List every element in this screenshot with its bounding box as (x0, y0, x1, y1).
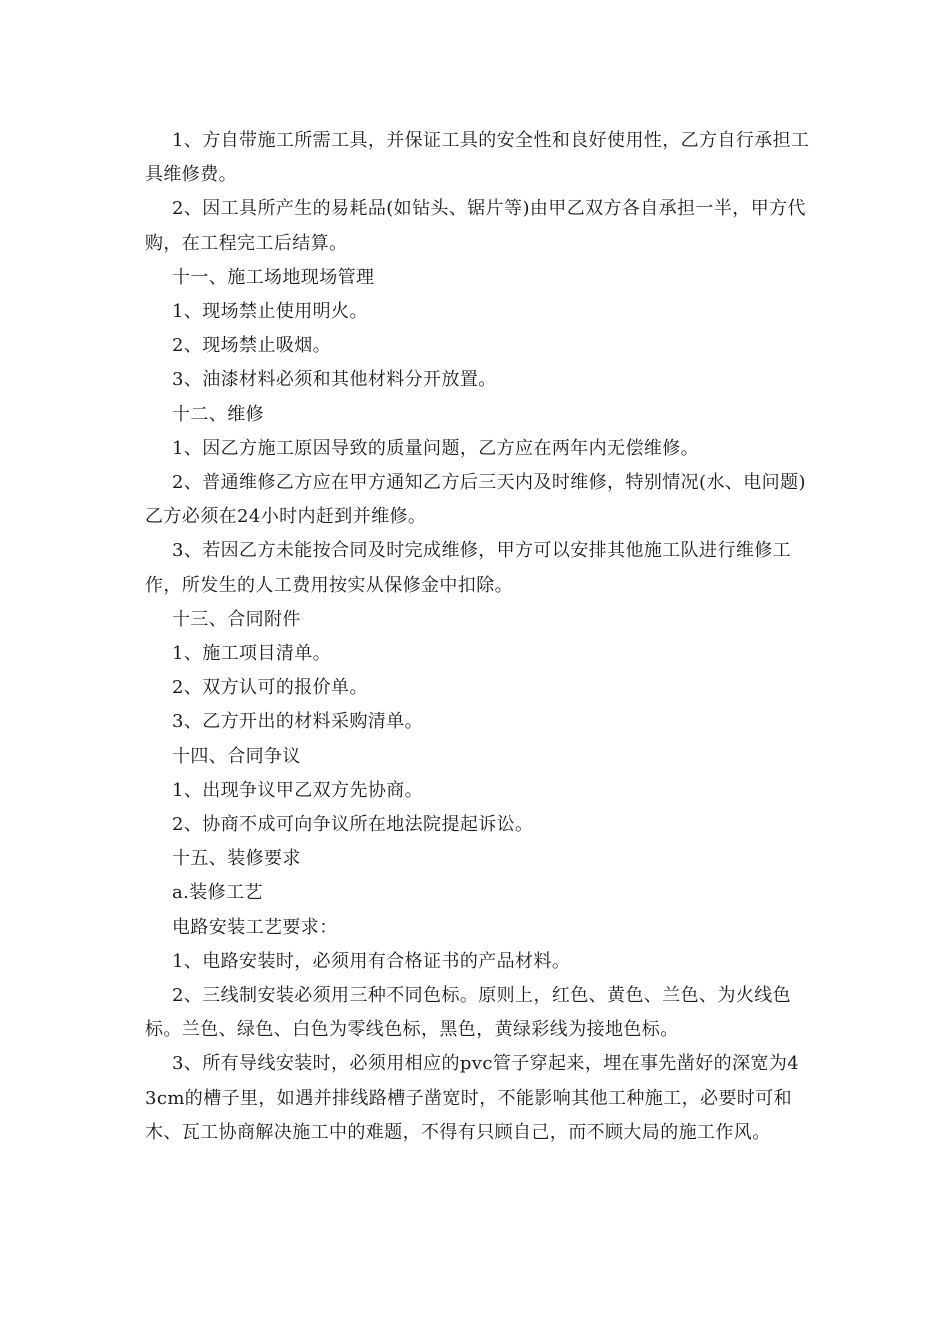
paragraph-no-open-flame: 1、现场禁止使用明火。 (172, 301, 368, 323)
subheading-electrical: 电路安装工艺要求： (172, 916, 338, 938)
paragraph-consumables: 2、因工具所产生的易耗品(如钻头、锯片等)由甲乙双方各自承担一半，甲方代购，在工程完工后结算。 (145, 198, 806, 254)
paragraph-repair-timing: 2、普通维修乙方应在甲方通知乙方后三天内及时维修，特别情况(水、电问题)乙方必须在24小时内赶到并维修。 (145, 472, 806, 528)
section-heading-maintenance: 十二、维修 (172, 403, 264, 425)
paragraph-color-codes: 2、三线制安装必须用三种不同色标。原则上，红色、黄色、兰色、为火线色标。兰色、绿色、白色为零线色标，黑色，黄绿彩线为接地色标。 (145, 985, 792, 1041)
paragraph-paint-storage: 3、油漆材料必须和其他材料分开放置。 (172, 369, 497, 391)
section-heading-site-management: 十一、施工场地现场管理 (172, 266, 375, 288)
paragraph-conduit-install: 3、所有导线安装时，必须用相应的pvc管子穿起来，埋在事先凿好的深宽为4 3cm的槽子里，如遇并排线路槽子凿宽时，不能影响其他工种施工，必要时可和木、瓦工协商解决施工中的难题，不得有只顾自己，而不顾大局的施工作风。 (145, 1053, 800, 1143)
paragraph-tools-self-supplied: 1、方自带施工所需工具，并保证工具的安全性和良好使用性，乙方自行承担工具维修费。 (145, 130, 810, 186)
paragraph-free-repair: 1、因乙方施工原因导致的质量问题，乙方应在两年内无偿维修。 (172, 437, 700, 459)
subheading-craft: a.装修工艺 (172, 882, 263, 904)
paragraph-project-list: 1、施工项目清单。 (172, 643, 332, 665)
paragraph-quote-sheet: 2、双方认可的报价单。 (172, 677, 368, 699)
section-heading-disputes: 十四、合同争议 (172, 745, 301, 767)
section-heading-attachments: 十三、合同附件 (172, 608, 301, 630)
section-heading-requirements: 十五、装修要求 (172, 848, 301, 870)
paragraph-litigation: 2、协商不成可向争议所在地法院提起诉讼。 (172, 814, 534, 836)
paragraph-no-smoking: 2、现场禁止吸烟。 (172, 335, 332, 357)
document-body (145, 124, 810, 1150)
paragraph-negotiation: 1、出现争议甲乙双方先协商。 (172, 779, 424, 801)
paragraph-repair-failure: 3、若因乙方未能按合同及时完成维修，甲方可以安排其他施工队进行维修工作，所发生的人工费用按实从保修金中扣除。 (145, 540, 792, 596)
paragraph-certified-materials: 1、电路安装时，必须用有合格证书的产品材料。 (172, 950, 571, 972)
paragraph-material-list: 3、乙方开出的材料采购清单。 (172, 711, 424, 733)
